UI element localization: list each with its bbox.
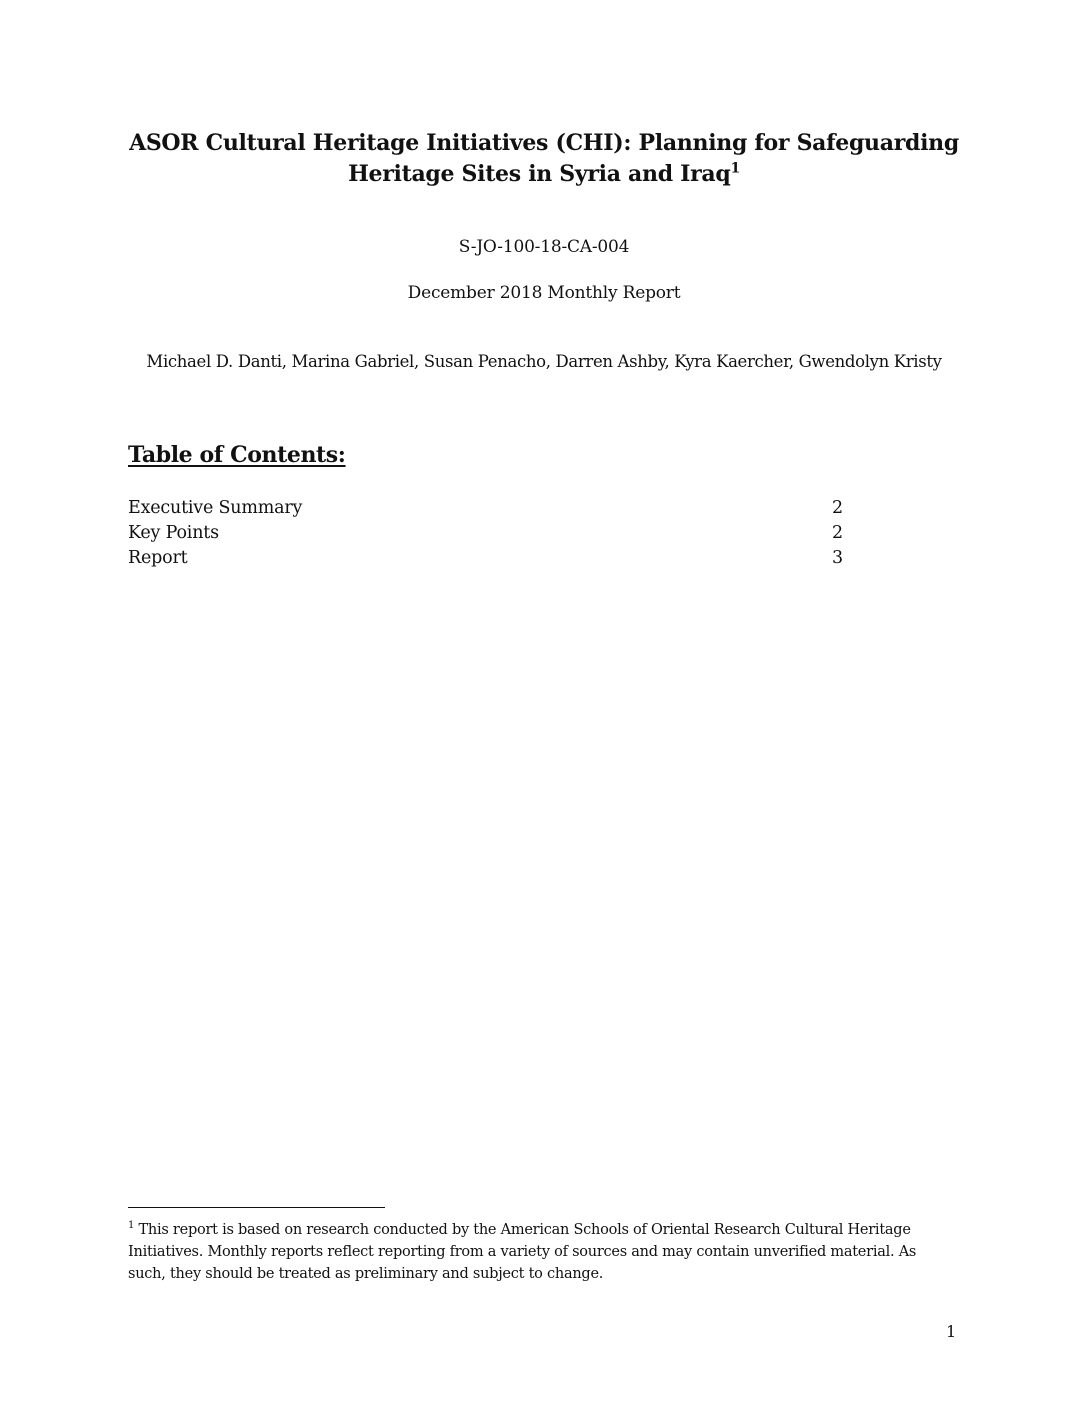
report-date: December 2018 Monthly Report (407, 283, 681, 303)
toc-item-page: 2 (832, 523, 843, 543)
toc-item-executive-summary[interactable] (128, 496, 848, 521)
toc-item-label: Executive Summary (128, 498, 303, 518)
author-list: Michael D. Danti, Marina Gabriel, Susan Penacho, Darren Ashby, Kyra Kaercher, Gwendolyn Kristy (146, 352, 942, 371)
footnote-marker: 1 (128, 1220, 135, 1232)
title-line-1: ASOR Cultural Heritage Initiatives (CHI): Planning for Safeguarding (129, 130, 959, 156)
toc-item-page: 3 (832, 548, 843, 568)
title-footnote-marker[interactable]: 1 (730, 160, 740, 177)
toc-item-page: 2 (832, 498, 843, 518)
toc-item-label: Key Points (128, 523, 219, 543)
toc-item-report[interactable] (128, 546, 848, 571)
title-line-2: Heritage Sites in Syria and Iraq (348, 161, 731, 187)
table-of-contents (128, 496, 848, 571)
document-title (120, 128, 968, 190)
toc-heading: Table of Contents: (128, 442, 346, 468)
toc-item-label: Report (128, 548, 188, 568)
toc-item-key-points[interactable] (128, 521, 848, 546)
grant-number: S-JO-100-18-CA-004 (458, 237, 630, 257)
footnote-divider (128, 1207, 385, 1208)
page-number: 1 (946, 1322, 957, 1341)
footnote (128, 1219, 958, 1285)
footnote-text: This report is based on research conducted by the American Schools of Oriental Research Cultural Heritage Initiatives. Monthly reports reflect reporting from a variety of sources and may contain unverified material. As such, they should be treated as preliminary and subject to change. (128, 1222, 917, 1282)
